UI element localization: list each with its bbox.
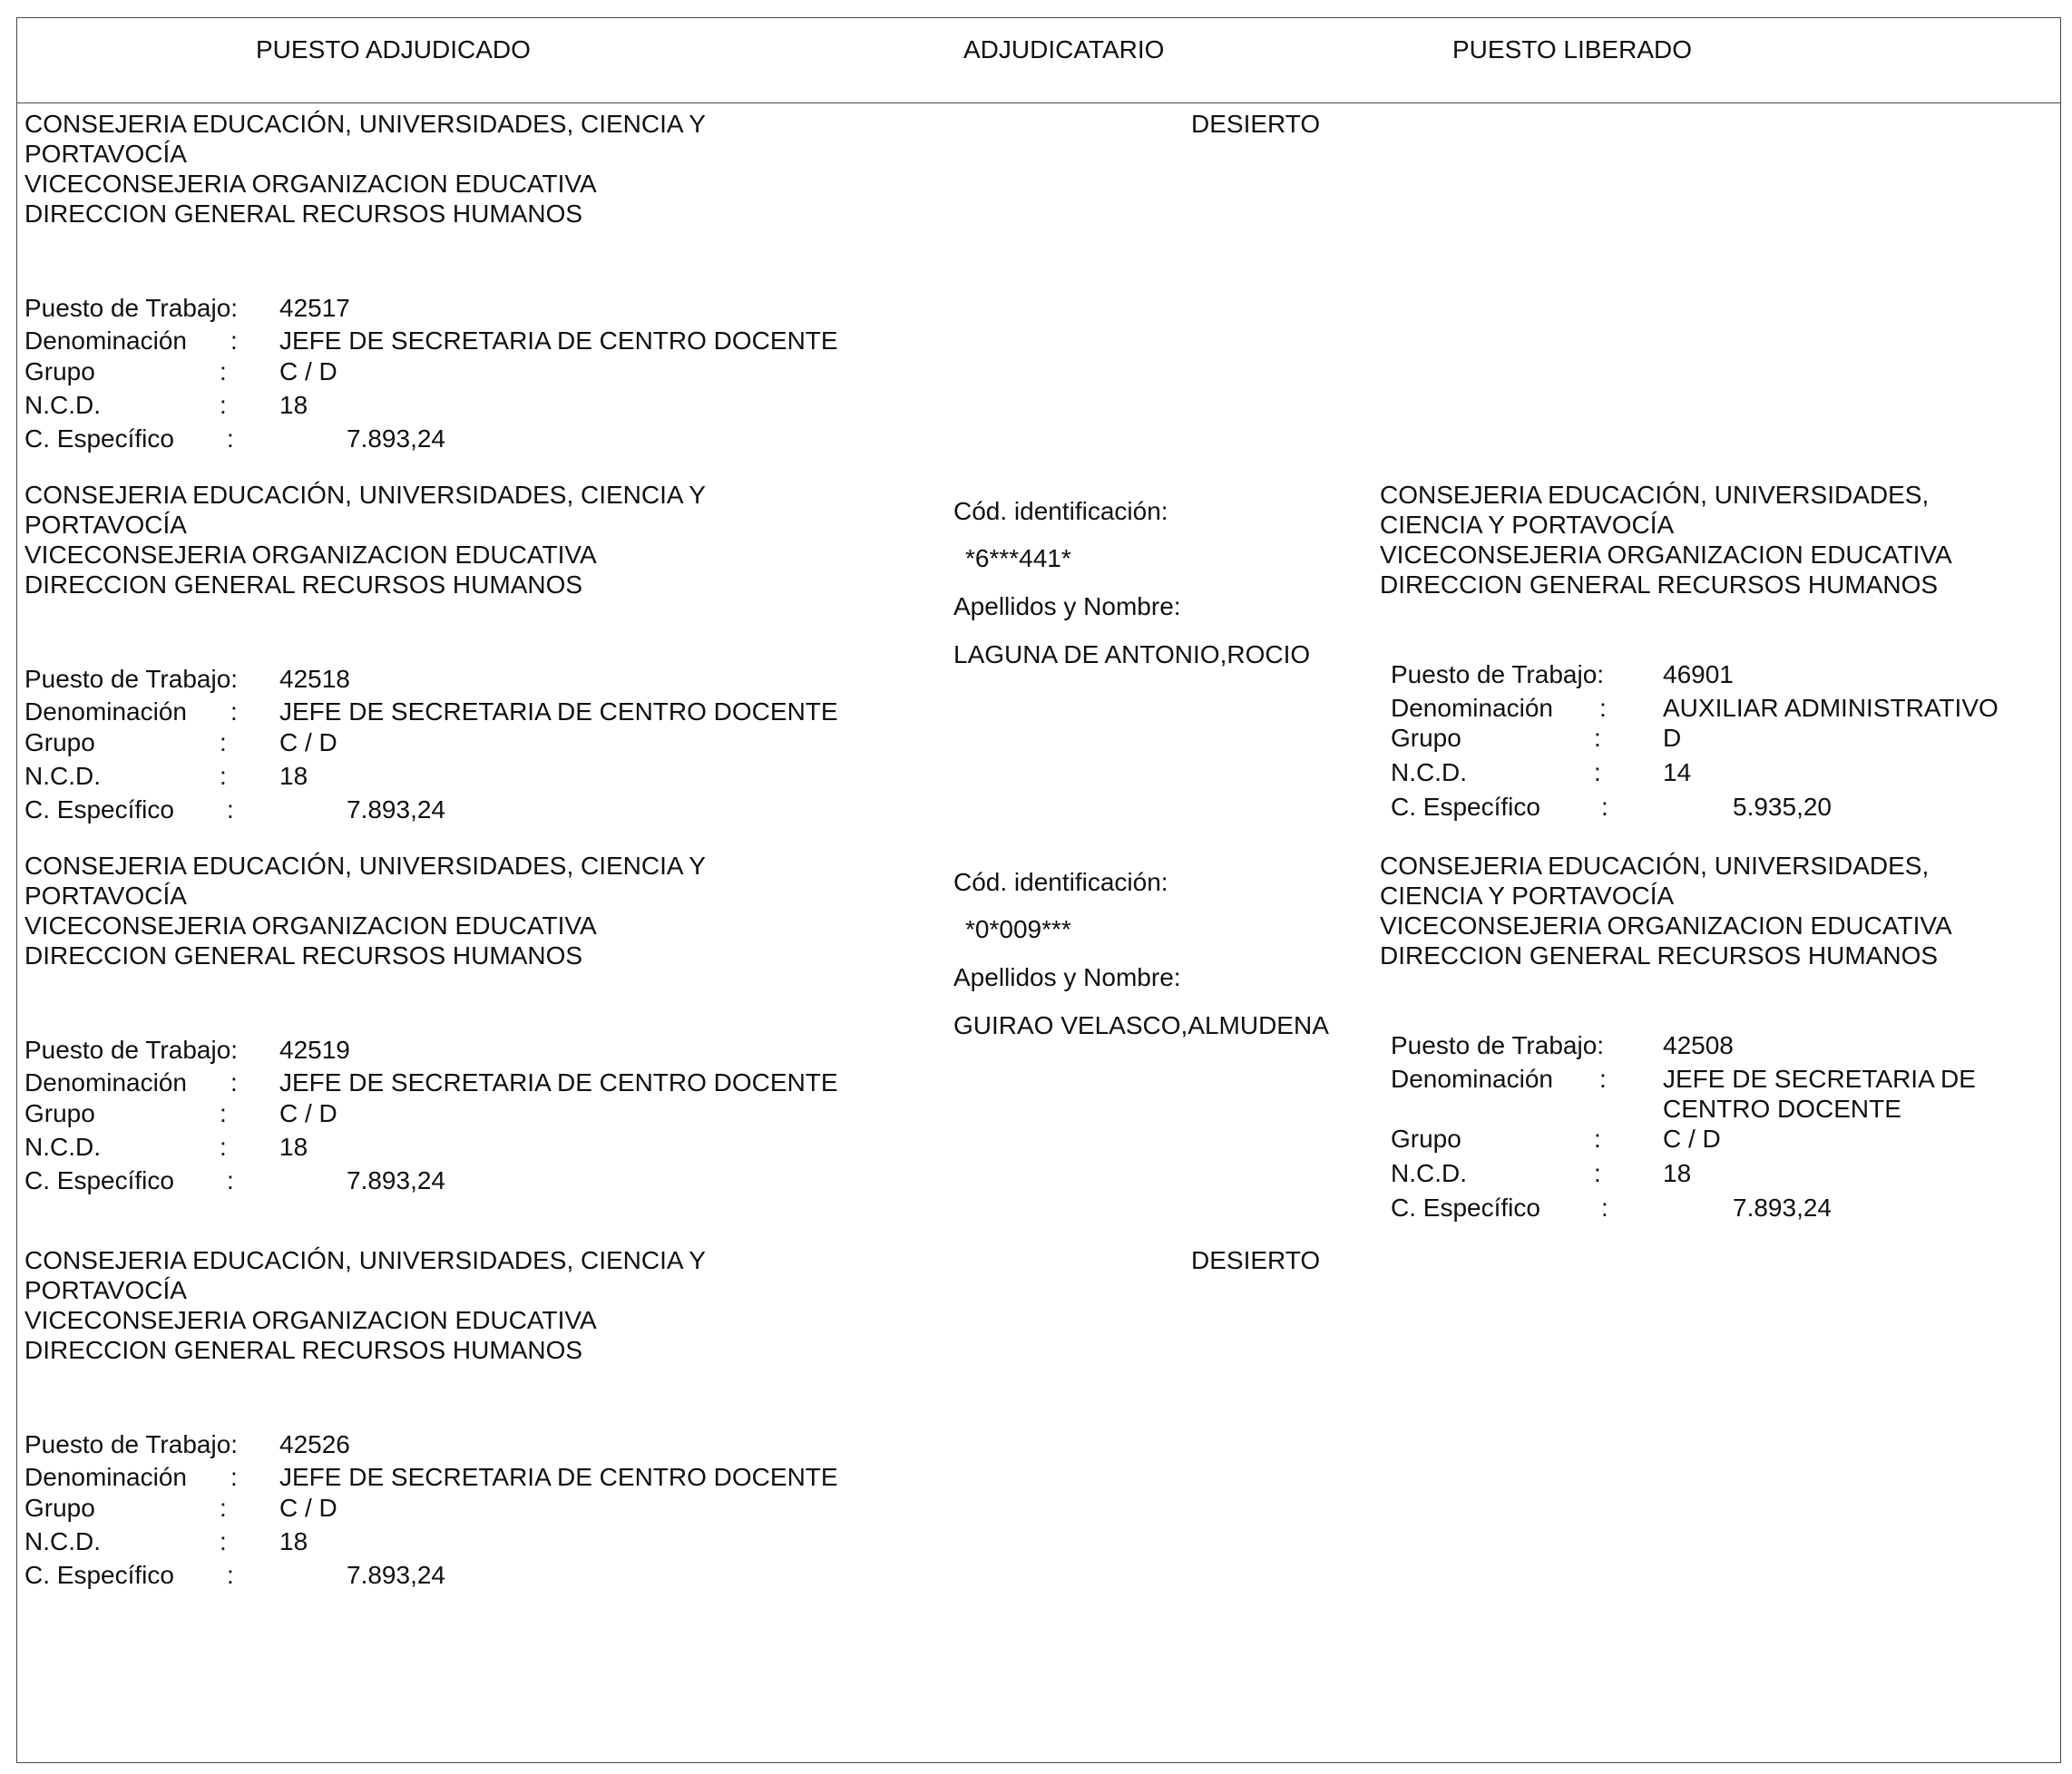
puesto-label: Puesto de Trabajo:: [24, 294, 239, 322]
organismo-line: DIRECCION GENERAL RECURSOS HUMANOS: [24, 570, 583, 599]
grupo-label: Grupo: [24, 1099, 95, 1127]
liberado-organismo-line: CIENCIA Y PORTAVOCÍA: [1380, 511, 1675, 539]
colon: :: [220, 1099, 227, 1127]
especifico-value: 7.893,24: [347, 1561, 445, 1589]
organismo-line: VICECONSEJERIA ORGANIZACION EDUCATIVA: [24, 541, 597, 569]
cod-identificacion-label: Cód. identificación:: [953, 868, 1168, 896]
especifico-label: C. Específico: [24, 795, 174, 824]
colon: :: [1594, 1159, 1601, 1187]
organismo-line: CONSEJERIA EDUCACIÓN, UNIVERSIDADES, CIENCIA Y: [24, 1246, 706, 1274]
puesto-label: Puesto de Trabajo:: [24, 1430, 239, 1458]
grupo-value: C / D: [279, 1099, 337, 1127]
denominacion-value: JEFE DE SECRETARIA DE CENTRO DOCENTE: [279, 1068, 838, 1097]
grupo-label: Grupo: [24, 1494, 95, 1522]
liberado-denominacion-label: Denominación: [1391, 694, 1553, 722]
cod-identificacion-value: *6***441*: [965, 544, 1071, 572]
denominacion-value: JEFE DE SECRETARIA DE CENTRO DOCENTE: [279, 327, 838, 355]
colon: :: [220, 1494, 227, 1522]
apellidos-nombre-value: GUIRAO VELASCO,ALMUDENA: [953, 1011, 1329, 1039]
ncd-value: 18: [279, 762, 308, 790]
header-divider: [16, 102, 2061, 103]
organismo-line: PORTAVOCÍA: [24, 511, 187, 539]
liberado-organismo-line: VICECONSEJERIA ORGANIZACION EDUCATIVA: [1380, 911, 1952, 940]
organismo-line: CONSEJERIA EDUCACIÓN, UNIVERSIDADES, CIENCIA Y: [24, 852, 706, 880]
organismo-line: DIRECCION GENERAL RECURSOS HUMANOS: [24, 1336, 583, 1364]
grupo-value: C / D: [279, 728, 337, 756]
liberado-grupo-label: Grupo: [1391, 724, 1461, 752]
ncd-label: N.C.D.: [24, 391, 101, 419]
grupo-label: Grupo: [24, 728, 95, 756]
ncd-value: 18: [279, 391, 308, 419]
colon: :: [230, 1068, 238, 1097]
apellidos-nombre-label: Apellidos y Nombre:: [953, 592, 1181, 620]
colon: :: [1601, 1194, 1608, 1222]
grupo-value: C / D: [279, 1494, 337, 1522]
organismo-line: CONSEJERIA EDUCACIÓN, UNIVERSIDADES, CIENCIA Y: [24, 110, 706, 138]
desierto-status: DESIERTO: [1191, 1246, 1321, 1274]
liberado-ncd-label: N.C.D.: [1391, 758, 1467, 786]
colon: :: [227, 1561, 234, 1589]
denominacion-value: JEFE DE SECRETARIA DE CENTRO DOCENTE: [279, 697, 838, 726]
grupo-label: Grupo: [24, 357, 95, 385]
organismo-line: CONSEJERIA EDUCACIÓN, UNIVERSIDADES, CIENCIA Y: [24, 481, 706, 509]
column-header-adjudicatario: ADJUDICATARIO: [963, 35, 1165, 63]
liberado-especifico-label: C. Específico: [1391, 1194, 1540, 1222]
colon: :: [230, 697, 238, 726]
colon: :: [220, 391, 227, 419]
colon: :: [220, 762, 227, 790]
liberado-puesto-label: Puesto de Trabajo:: [1391, 660, 1605, 688]
organismo-line: VICECONSEJERIA ORGANIZACION EDUCATIVA: [24, 911, 597, 940]
puesto-number: 42526: [279, 1430, 350, 1458]
liberado-ncd-value: 14: [1663, 758, 1692, 786]
especifico-value: 7.893,24: [347, 1166, 445, 1194]
colon: :: [1601, 793, 1608, 821]
apellidos-nombre-value: LAGUNA DE ANTONIO,ROCIO: [953, 640, 1311, 668]
liberado-organismo-line: VICECONSEJERIA ORGANIZACION EDUCATIVA: [1380, 541, 1952, 569]
colon: :: [230, 1463, 238, 1491]
liberado-denominacion-label: Denominación: [1391, 1065, 1553, 1093]
liberado-especifico-value: 7.893,24: [1733, 1194, 1832, 1222]
cod-identificacion-value: *0*009***: [965, 915, 1071, 943]
liberado-denominacion-value: AUXILIAR ADMINISTRATIVO: [1663, 694, 1999, 722]
organismo-line: DIRECCION GENERAL RECURSOS HUMANOS: [24, 200, 583, 228]
liberado-grupo-value: C / D: [1663, 1125, 1721, 1153]
desierto-status: DESIERTO: [1191, 110, 1321, 138]
liberado-organismo-line: CONSEJERIA EDUCACIÓN, UNIVERSIDADES,: [1380, 852, 1930, 880]
especifico-label: C. Específico: [24, 424, 174, 453]
colon: :: [227, 795, 234, 824]
liberado-grupo-value: D: [1663, 724, 1682, 752]
colon: :: [220, 1527, 227, 1555]
denominacion-label: Denominación: [24, 1068, 187, 1097]
colon: :: [1594, 1125, 1601, 1153]
ncd-label: N.C.D.: [24, 762, 101, 790]
puesto-number: 42519: [279, 1036, 350, 1064]
grupo-value: C / D: [279, 357, 337, 385]
especifico-label: C. Específico: [24, 1166, 174, 1194]
colon: :: [220, 1133, 227, 1161]
colon: :: [1599, 1065, 1607, 1093]
liberado-puesto-number: 46901: [1663, 660, 1734, 688]
organismo-line: DIRECCION GENERAL RECURSOS HUMANOS: [24, 941, 583, 970]
liberado-denominacion-value: CENTRO DOCENTE: [1663, 1095, 1901, 1123]
apellidos-nombre-label: Apellidos y Nombre:: [953, 963, 1181, 991]
column-header-puesto-adjudicado: PUESTO ADJUDICADO: [256, 35, 531, 63]
colon: :: [227, 424, 234, 453]
ncd-label: N.C.D.: [24, 1527, 101, 1555]
colon: :: [230, 327, 238, 355]
denominacion-label: Denominación: [24, 697, 187, 726]
denominacion-label: Denominación: [24, 1463, 187, 1491]
liberado-organismo-line: DIRECCION GENERAL RECURSOS HUMANOS: [1380, 570, 1939, 599]
especifico-value: 7.893,24: [347, 424, 445, 453]
puesto-label: Puesto de Trabajo:: [24, 1036, 239, 1064]
organismo-line: VICECONSEJERIA ORGANIZACION EDUCATIVA: [24, 1306, 597, 1334]
column-header-puesto-liberado: PUESTO LIBERADO: [1452, 35, 1693, 63]
liberado-ncd-value: 18: [1663, 1159, 1692, 1187]
especifico-label: C. Específico: [24, 1561, 174, 1589]
especifico-value: 7.893,24: [347, 795, 445, 824]
colon: :: [220, 728, 227, 756]
colon: :: [1594, 724, 1601, 752]
ncd-value: 18: [279, 1133, 308, 1161]
liberado-organismo-line: CIENCIA Y PORTAVOCÍA: [1380, 882, 1675, 910]
liberado-organismo-line: CONSEJERIA EDUCACIÓN, UNIVERSIDADES,: [1380, 481, 1930, 509]
puesto-number: 42518: [279, 665, 350, 693]
liberado-grupo-label: Grupo: [1391, 1125, 1461, 1153]
colon: :: [1599, 694, 1607, 722]
liberado-ncd-label: N.C.D.: [1391, 1159, 1467, 1187]
organismo-line: VICECONSEJERIA ORGANIZACION EDUCATIVA: [24, 170, 597, 198]
denominacion-value: JEFE DE SECRETARIA DE CENTRO DOCENTE: [279, 1463, 838, 1491]
ncd-value: 18: [279, 1527, 308, 1555]
colon: :: [227, 1166, 234, 1194]
puesto-label: Puesto de Trabajo:: [24, 665, 239, 693]
liberado-puesto-number: 42508: [1663, 1031, 1734, 1059]
puesto-number: 42517: [279, 294, 350, 322]
organismo-line: PORTAVOCÍA: [24, 1276, 187, 1304]
liberado-especifico-label: C. Específico: [1391, 793, 1540, 821]
liberado-especifico-value: 5.935,20: [1733, 793, 1832, 821]
liberado-puesto-label: Puesto de Trabajo:: [1391, 1031, 1605, 1059]
liberado-denominacion-value: JEFE DE SECRETARIA DE: [1663, 1065, 1976, 1093]
denominacion-label: Denominación: [24, 327, 187, 355]
cod-identificacion-label: Cód. identificación:: [953, 497, 1168, 525]
organismo-line: PORTAVOCÍA: [24, 882, 187, 910]
ncd-label: N.C.D.: [24, 1133, 101, 1161]
colon: :: [1594, 758, 1601, 786]
colon: :: [220, 357, 227, 385]
organismo-line: PORTAVOCÍA: [24, 140, 187, 168]
liberado-organismo-line: DIRECCION GENERAL RECURSOS HUMANOS: [1380, 941, 1939, 970]
